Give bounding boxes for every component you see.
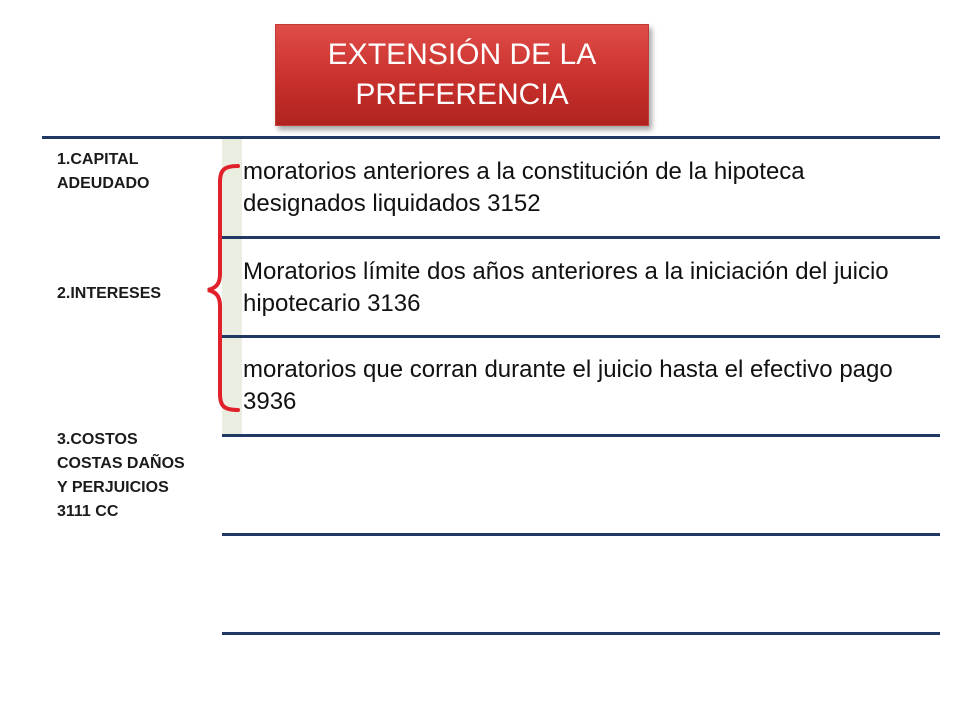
- curly-brace-icon: [206, 162, 246, 414]
- slide-title: [275, 24, 649, 126]
- label-costos: 3.COSTOS COSTAS DAÑOS Y PERJUICIOS 3111 CC: [57, 431, 185, 520]
- row-text-1: moratorios anteriores a la constitución de la hipoteca designados liquidados 3152: [243, 158, 805, 217]
- slide-title-text: EXTENSIÓN DE LA PREFERENCIA: [327, 38, 597, 111]
- table-line-3: [222, 434, 940, 437]
- row-text-3: moratorios que corran durante el juicio hasta el efectivo pago 3936: [243, 356, 893, 415]
- table-line-5: [222, 632, 940, 635]
- row-text-2: Moratorios límite dos años anteriores a la iniciación del juicio hipotecario 3136: [243, 258, 889, 317]
- table-line-top: [42, 136, 940, 139]
- table-line-1: [222, 236, 940, 239]
- label-capital: 1.CAPITAL ADEUDADO: [57, 151, 150, 192]
- table-line-4: [222, 533, 940, 536]
- table-line-2: [222, 335, 940, 338]
- label-intereses: 2.INTERESES: [57, 285, 162, 302]
